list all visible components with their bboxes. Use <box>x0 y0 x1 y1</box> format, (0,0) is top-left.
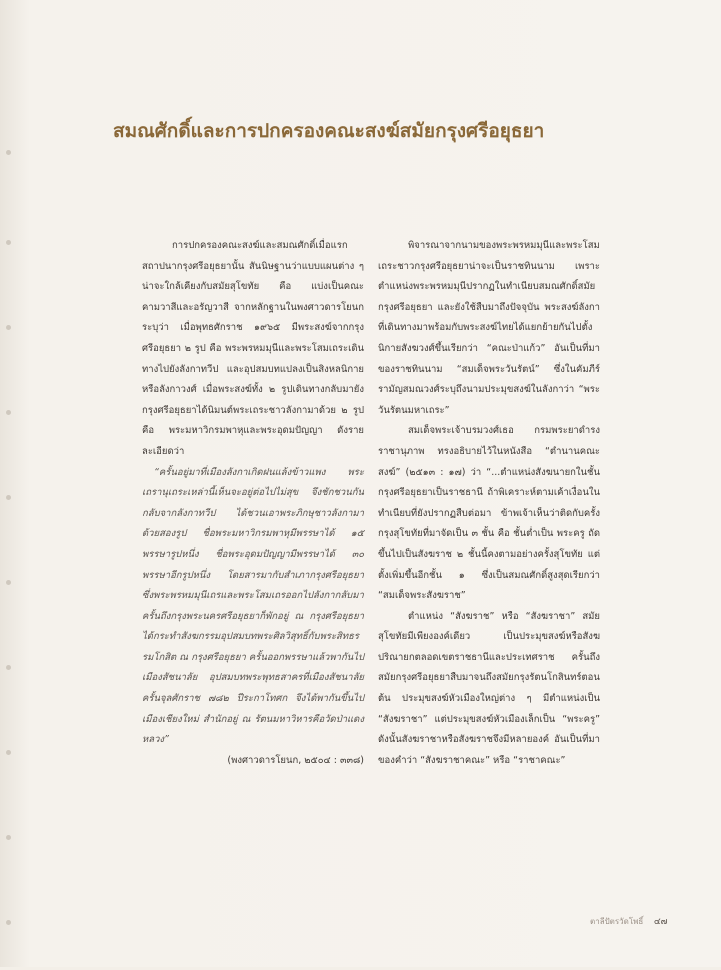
block-quote: “ครั้นอยู่มาที่เมืองลังกาเกิดฝนแล้งข้าวแพง พระเถรานุเถระเหล่านี้เห็นจะอยู่ต่อไปไม่สุข จึงชักชวนกันกลับจากลังกาทวีป ได้ชวนเอาพระภิกษุชาวลังกามาด้วยสองรูป ชื่อพระมหาวิกรมพาหุมีพรรษาได้ ๑๕ พรรษารูปหนึ่ง ชื่อพระอุดมปัญญามีพรรษาได้ ๓๐ พรรษาอีกรูปหนึ่ง โดยสารมากับสำเภากรุงศรีอยุธยา ซึ่งพระพรหมมุนีเถรและพระโสมเถรออกไปลังกากลับมา ครั้นถึงกรุงพระนครศรีอยุธยาก็พักอยู่ ณ กรุงศรีอยุธยา ได้กระทำสังฆกรรมอุปสมบทพระศิลวิสุทธิ์กับพระสิทธรรมโกสิต ณ กรุงศรีอยุธยา ครั้นออกพรรษาแล้วพากันไปเมืองสัชนาลัย อุปสมบทพระพุทธสาครที่เมืองสัชนาลัย ครั้นจุลศักราช ๗๘๒ ปีระกาโทศก จึงได้พากันขึ้นไปเมืองเชียงใหม่ สำนักอยู่ ณ รัตนมหาวิหารคือวัดป่าแดงหลวง” <box>142 466 364 746</box>
paragraph: พิจารณาจากนามของพระพรหมมุนีและพระโสมเถระชาวกรุงศรีอยุธยาน่าจะเป็นราชทินนาม เพราะตำแหน่งพระพรหมมุนีปรากฏในทำเนียบสมณศักดิ์สมัยกรุงศรีอยุธยา และยังใช้สืบมาถึงปัจจุบัน พระสงฆ์ลังกาที่เดินทางมาพร้อมกับพระสงฆ์ไทยได้แยกย้ายกันไปตั้งนิกายสังฆวงศ์ขึ้นเรียกว่า “คณะป่าแก้ว” อันเป็นที่มาของราชทินนาม “สมเด็จพระวันรัตน์” ซึ่งในคัมภีร์รามัญสมณวงศ์ระบุถึงนามประมุขสงฆ์ในลังกาว่า “พระวันรัตนมหาเถระ” <box>378 240 600 416</box>
binding-holes <box>6 150 14 970</box>
paragraph: ตำแหน่ง “สังฆราช” หรือ “สังฆราชา” สมัยสุโขทัยมีเพียงองค์เดียว เป็นประมุขสงฆ์หรือสังฆปริณายกตลอดเขตราชธานีและประเทศราช ครั้นถึงสมัยกรุงศรีอยุธยาสืบมาจนถึงสมัยกรุงรัตนโกสินทร์ตอนต้น ประมุขสงฆ์หัวเมืองใหญ่ต่าง ๆ มีตำแหน่งเป็น “สังฆราชา” แต่ประมุขสงฆ์หัวเมืองเล็กเป็น “พระครู” ดังนั้นสังฆราชาหรือสังฆราชจึงมีหลายองค์ อันเป็นที่มาของคำว่า “สังฆราชาคณะ” หรือ “ราชาคณะ” <box>378 610 600 766</box>
citation: (พงศาวดารโยนก, ๒๕๐๔ : ๓๓๘) <box>227 754 364 766</box>
page-title: สมณศักดิ์และการปกครองคณะสงฆ์สมัยกรุงศรีอยุธยา <box>113 120 545 142</box>
page-footer <box>590 914 667 928</box>
footer-label: ตาลีปัตรวัดโพธิ์ <box>590 917 644 926</box>
left-column <box>142 236 364 771</box>
page-number: ๔๗ <box>653 917 668 927</box>
paragraph: สมเด็จพระเจ้าบรมวงศ์เธอ กรมพระยาดำรงราชานุภาพ ทรงอธิบายไว้ในหนังสือ “ตำนานคณะสงฆ์” (๒๕๑๓ : ๑๗) ว่า “...ตำแหน่งสังฆนายกในชั้นกรุงศรีอยุธยาเป็นราชธานี ถ้าพิเคราะห์ตามเค้าเงื่อนในทำเนียบที่ยังปรากฏสืบต่อมา ข้าพเจ้าเห็นว่าติดกับครั้งกรุงสุโขทัยที่มาจัดเป็น ๓ ชั้น คือ ชั้นต่ำเป็น พระครู ถัดขึ้นไปเป็นสังฆราช ๒ ชั้นนี้คงตามอย่างครั้งสุโขทัย แต่ตั้งเพิ่มขึ้นอีกชั้น ๑ ซึ่งเป็นสมณศักดิ์สูงสุดเรียกว่า “สมเด็จพระสังฆราช” <box>378 425 600 602</box>
right-column <box>378 236 600 771</box>
paragraph: การปกครองคณะสงฆ์และสมณศักดิ์เมื่อแรกสถาปนากรุงศรีอยุธยานั้น สันนิษฐานว่าแบบแผนต่าง ๆ น่าจะใกล้เคียงกับสมัยสุโขทัย คือ แบ่งเป็นคณะคามวาสีและอรัญวาสี จากหลักฐานในพงศาวดารโยนกระบุว่า เมื่อพุทธศักราช ๑๙๖๕ มีพระสงฆ์จากกรุงศรีอยุธยา ๒ รูป คือ พระพรหมมุนีและพระโสมเถระเดินทางไปยังลังกาทวีป และอุปสมบทแปลงเป็นสิงหลนิกายหรือลังกาวงศ์ เมื่อพระสงฆ์ทั้ง ๒ รูปเดินทางกลับมายังกรุงศรีอยุธยาได้นิมนต์พระเถระชาวลังกามาด้วย ๒ รูป คือ พระมหาวิกรมพาหุและพระอุดมปัญญา ดังรายละเอียดว่า <box>142 240 364 457</box>
